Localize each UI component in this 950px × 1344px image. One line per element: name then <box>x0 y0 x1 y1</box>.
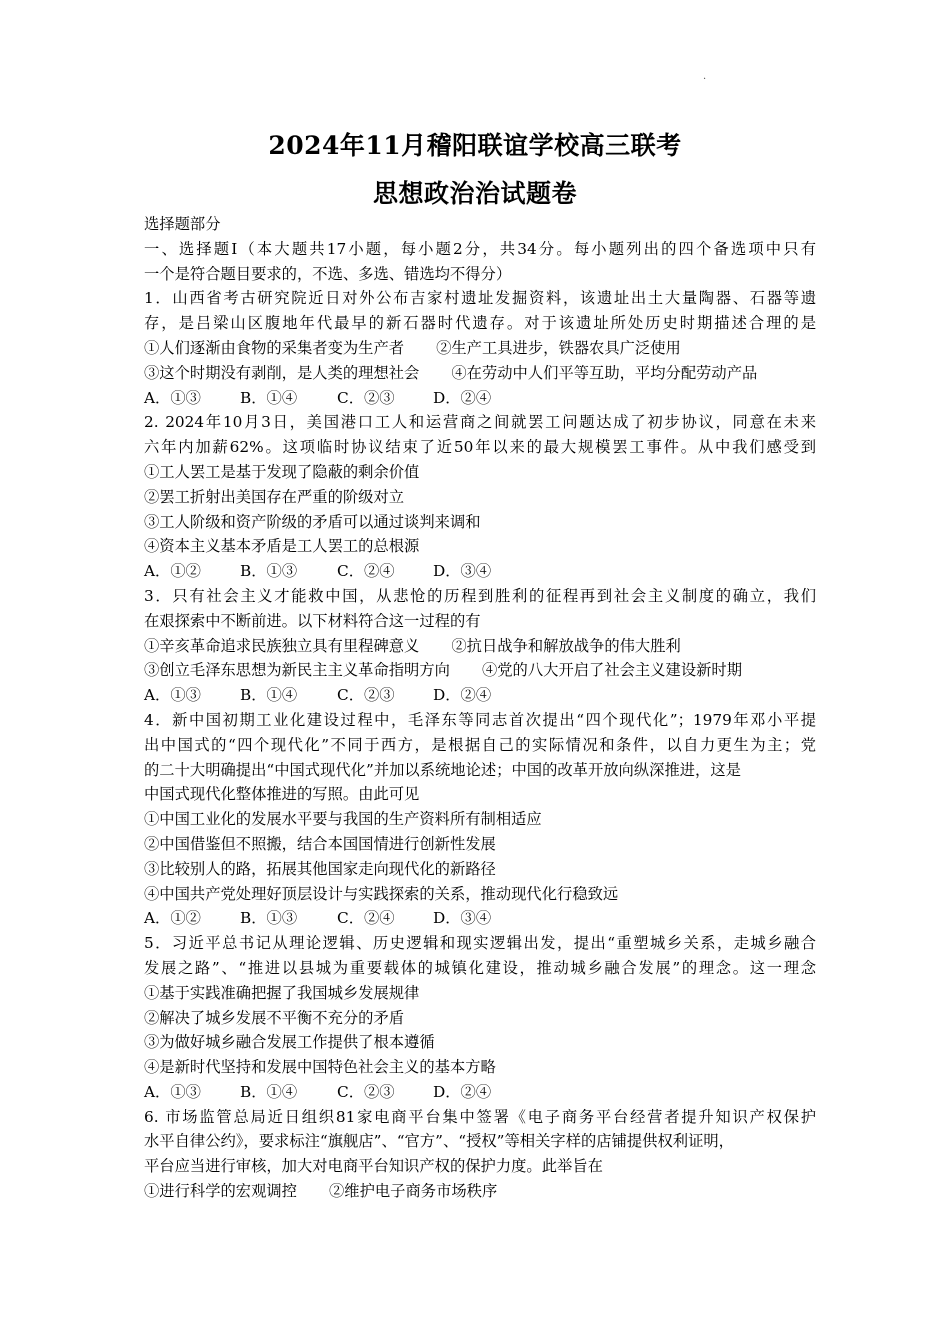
question-stem-line: 的二十大明确提出“中国式现代化”并加以系统地论述；中国的改革开放向纵深推进，这是 <box>144 760 741 779</box>
question-item: ④是新时代坚持和发展中国特色社会主义的基本方略 <box>144 1058 496 1077</box>
question-item: ②抗日战争和解放战争的伟大胜利 <box>451 636 681 655</box>
option-b: B．①④ <box>240 1082 298 1101</box>
question-6 <box>144 1105 816 1204</box>
question-item: ②解决了城乡发展不平衡不充分的矛盾 <box>144 1008 405 1027</box>
question-item: ③创立毛泽东思想为新民主主义革命指明方向 <box>144 661 450 680</box>
option-c: C．②③ <box>337 686 395 705</box>
question-stem-line: 平台应当进行审核，加大对电商平台知识产权的保护力度。此举旨在 <box>144 1157 603 1176</box>
question-stem-line: 存，是吕梁山区腹地年代最早的新石器时代遗存。对于该遗址所处历史时期描述合理的是 <box>144 314 816 333</box>
question-item-row <box>144 336 816 361</box>
option-b: B．①③ <box>240 909 298 928</box>
question-item: ②中国借鉴但不照搬，结合本国国情进行创新性发展 <box>144 834 496 853</box>
question-item: ④在劳动中人们平等互助，平均分配劳动产品 <box>451 363 758 382</box>
section-part: 选择题部分 <box>144 215 221 233</box>
answer-options <box>144 1080 816 1105</box>
question-item: ④中国共产党处理好顶层设计与实践探索的关系，推动现代化行稳致远 <box>144 884 619 903</box>
option-b: B．①③ <box>240 562 298 581</box>
question-stem-line: 2. 2024年10月3日，美国港口工人和运营商之间就罢工问题达成了初步协议，同意在未来 <box>144 413 816 432</box>
question-item: ①人们逐渐由食物的采集者变为生产者 <box>144 338 405 357</box>
question-item: ④资本主义基本矛盾是工人罢工的总根源 <box>144 537 420 556</box>
question-2 <box>144 410 816 584</box>
answer-options <box>144 386 816 411</box>
option-a: A．①③ <box>144 686 201 705</box>
question-item: ③比较别人的路，拓展其他国家走向现代化的新路径 <box>144 859 496 878</box>
option-d: D．②④ <box>433 686 492 705</box>
option-b: B．①④ <box>240 686 298 705</box>
option-b: B．①④ <box>240 388 298 407</box>
option-c: C．②④ <box>337 562 395 581</box>
question-item: ②维护电子商务市场秩序 <box>328 1182 498 1201</box>
question-stem-line: 水平自律公约》，要求标注“旗舰店”、“官方”、“授权”等相关字样的店铺提供权利证明， <box>144 1132 734 1151</box>
question-item: ③工人阶级和资产阶级的矛盾可以通过谈判来调和 <box>144 512 481 531</box>
question-stem-line: 3．只有社会主义才能救中国，从悲怆的历程到胜利的征程再到社会主义制度的确立，我们 <box>144 586 816 605</box>
option-a: A．①② <box>144 562 201 581</box>
question-item-row <box>144 634 816 659</box>
option-c: C．②④ <box>337 909 395 928</box>
option-c: C．②③ <box>337 1082 395 1101</box>
question-item-row <box>144 1179 816 1204</box>
option-a: A．①② <box>144 909 201 928</box>
question-item: ①基于实践准确把握了我国城乡发展规律 <box>144 983 420 1002</box>
question-stem-line: 中国式现代化整体推进的写照。由此可见 <box>144 785 420 804</box>
question-item: ①工人罢工是基于发现了隐蔽的剩余价值 <box>144 462 420 481</box>
question-stem-line: 1．山西省考古研究院近日对外公布吉家村遗址发掘资料，该遗址出土大量陶器、石器等遗 <box>144 289 816 308</box>
question-stem-line: 在艰探索中不断前进。以下材料符合这一过程的有 <box>144 611 481 630</box>
question-item: ③为做好城乡融合发展工作提供了根本遵循 <box>144 1033 435 1052</box>
page-mark: · <box>703 74 707 85</box>
exam-title: 2024年11月稽阳联谊学校高三联考 <box>268 131 682 160</box>
option-d: D．③④ <box>433 909 492 928</box>
question-1 <box>144 286 816 410</box>
question-item: ④党的八大开启了社会主义建设新时期 <box>481 661 743 680</box>
question-stem-line: 4．新中国初期工业化建设过程中，毛泽东等同志首次提出“四个现代化”；1979年邓小平提 <box>144 710 816 729</box>
option-a: A．①③ <box>144 388 201 407</box>
question-item-row <box>144 361 816 386</box>
option-a: A．①③ <box>144 1082 201 1101</box>
option-d: D．③④ <box>433 562 492 581</box>
answer-options <box>144 683 816 708</box>
option-c: C．②③ <box>337 388 395 407</box>
section-instructions-line: 一、选择题Ⅰ（本大题共17小题，每小题2分，共34分。每小题列出的四个备选项中只有 <box>144 239 816 258</box>
exam-body <box>144 212 816 1204</box>
option-d: D．②④ <box>433 1082 492 1101</box>
question-stem-line: 发展之路”、“推进以县城为重要载体的城镇化建设，推动城乡融合发展”的理念。这一理念 <box>144 958 816 977</box>
section-instructions-line: 一个是符合题目要求的，不选、多选、错选均不得分） <box>144 264 512 283</box>
question-item: ①中国工业化的发展水平要与我国的生产资料所有制相适应 <box>144 810 542 829</box>
option-d: D．②④ <box>433 388 492 407</box>
question-stem-line: 5．习近平总书记从理论逻辑、历史逻辑和现实逻辑出发，提出“重塑城乡关系，走城乡融合 <box>144 934 816 953</box>
question-item: ②罢工折射出美国存在严重的阶级对立 <box>144 487 405 506</box>
question-item: ②生产工具进步，铁器农具广泛使用 <box>436 338 681 357</box>
question-item: ①辛亥革命追求民族独立具有里程碑意义 <box>144 636 420 655</box>
answer-options <box>144 559 816 584</box>
question-5 <box>144 931 816 1105</box>
question-4 <box>144 708 816 931</box>
question-3 <box>144 584 816 708</box>
question-stem-line: 出中国式的“四个现代化”不同于西方，是根据自己的实际情况和条件，以自力更生为主；党 <box>144 735 816 754</box>
answer-options <box>144 906 816 931</box>
question-item: ①进行科学的宏观调控 <box>144 1182 297 1201</box>
exam-subtitle: 思想政治治试题卷 <box>372 179 577 208</box>
question-stem-line: 六年内加薪62%。这项临时协议结束了近50年以来的最大规模罢工事件。从中我们感受到 <box>144 438 816 457</box>
question-stem-line: 6. 市场监管总局近日组织81家电商平台集中签署《电子商务平台经营者提升知识产权保护 <box>144 1107 816 1126</box>
question-item-row <box>144 658 816 683</box>
question-item: ③这个时期没有剥削，是人类的理想社会 <box>144 363 420 382</box>
